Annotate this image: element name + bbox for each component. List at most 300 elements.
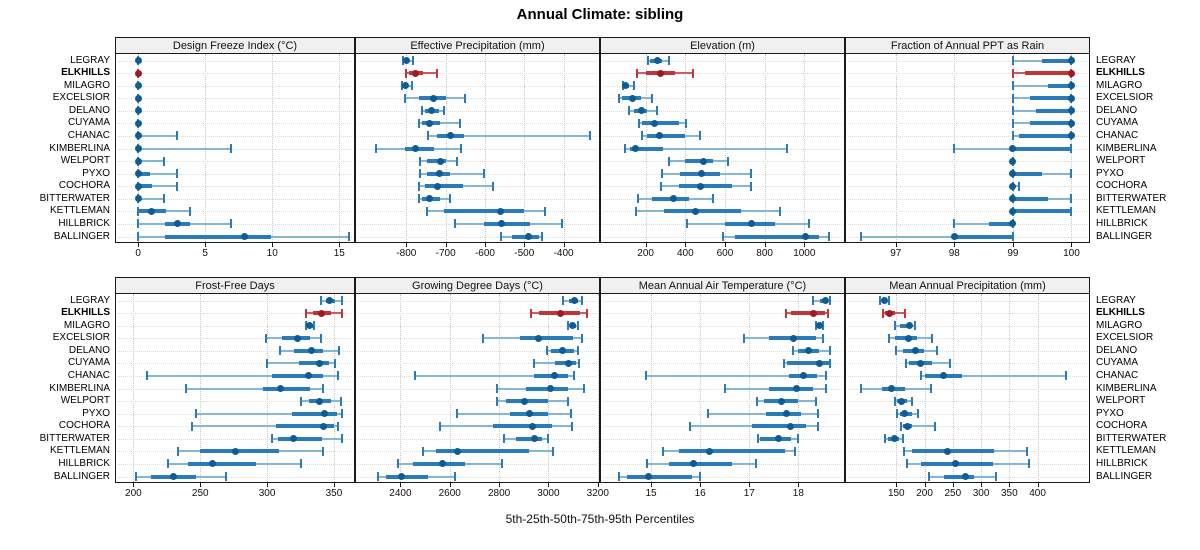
- whisker-cap-low: [397, 459, 399, 468]
- panel-plot-mean-annual-air-temperature-c: [600, 294, 845, 483]
- median-dot-excelsior: [430, 95, 437, 102]
- median-dot-elkhills: [1068, 70, 1075, 77]
- whisker-cap-high: [460, 144, 462, 153]
- whisker-cap-low: [646, 459, 648, 468]
- whisker-cap-low: [884, 434, 886, 443]
- whisker-cap-high: [571, 422, 573, 431]
- whisker-cap-high: [225, 472, 227, 481]
- tick-label: 400: [1029, 488, 1046, 499]
- tick-mark: [1009, 483, 1010, 487]
- median-dot-bitterwater: [891, 435, 898, 442]
- median-dot-milagro: [906, 322, 913, 329]
- whisker-cap-high: [577, 321, 579, 330]
- whisker-cap-high: [570, 409, 572, 418]
- iqr-bar: [1013, 197, 1048, 201]
- row-guide: [358, 111, 597, 112]
- row-label-right-bitterwater: BITTERWATER: [1096, 432, 1167, 444]
- median-dot-pyxo: [901, 410, 908, 417]
- whisker-cap-low: [618, 472, 620, 481]
- whisker-cap-low: [454, 219, 456, 228]
- panel-header-design-freeze-index-c: Design Freeze Index (°C): [115, 37, 355, 54]
- whisker-cap-low: [422, 447, 424, 456]
- whisker-cap-low: [645, 371, 647, 380]
- tick-mark: [272, 243, 273, 247]
- whisker-cap-low: [860, 232, 862, 241]
- tick-label: 97: [890, 248, 902, 259]
- tick-label: 1000: [793, 248, 816, 259]
- tick-mark: [334, 483, 335, 487]
- whisker-cap-high: [341, 296, 343, 305]
- tick-mark: [798, 483, 799, 487]
- iqr-bar: [1019, 134, 1072, 138]
- whisker-cap-low: [903, 447, 905, 456]
- tick-label: 150: [887, 488, 905, 499]
- row-label-left-hillbrick: HILLBRICK: [58, 457, 110, 469]
- whisker-cap-low: [637, 194, 639, 203]
- whisker-cap-low: [503, 434, 505, 443]
- median-dot-cuyama: [565, 360, 572, 367]
- iqr-bar: [1030, 121, 1071, 125]
- row-label-right-ballinger: BALLINGER: [1096, 470, 1153, 482]
- median-dot-hillbrick: [952, 460, 959, 467]
- tick-label: 300: [258, 488, 276, 499]
- tick-label: 250: [191, 488, 209, 499]
- row-label-right-kettleman: KETTLEMAN: [1096, 445, 1157, 457]
- median-dot-chanac: [940, 372, 947, 379]
- whisker-cap-high: [320, 334, 322, 343]
- median-dot-excelsior: [535, 335, 542, 342]
- whisker-cap-high: [176, 169, 178, 178]
- whisker-cap-low: [638, 119, 640, 128]
- row-guide: [358, 301, 597, 302]
- row-guide: [603, 326, 842, 327]
- median-dot-milagro: [1068, 82, 1075, 89]
- whisker-cap-high: [322, 384, 324, 393]
- median-dot-elkhills: [412, 70, 419, 77]
- tick-label: 0: [135, 248, 141, 259]
- whisker-cap-high: [786, 144, 788, 153]
- iqr-bar: [188, 462, 256, 466]
- row-guide: [603, 301, 842, 302]
- median-dot-kettleman: [454, 448, 461, 455]
- tick-mark: [200, 483, 201, 487]
- row-label-left-welport: WELPORT: [60, 155, 110, 167]
- row-guide: [358, 98, 597, 99]
- iqr-bar: [944, 475, 975, 479]
- whisker-cap-low: [660, 182, 662, 191]
- median-dot-legray: [1068, 57, 1075, 64]
- median-dot-bitterwater: [135, 195, 142, 202]
- median-dot-cuyama: [651, 120, 658, 127]
- panel-plot-growing-degree-days-c: [355, 294, 600, 483]
- row-label-right-cochora: COCHORA: [1096, 180, 1148, 192]
- iqr-bar: [1013, 172, 1042, 176]
- median-dot-delano: [805, 347, 812, 354]
- median-dot-elkhills: [657, 70, 664, 77]
- tick-mark: [700, 483, 701, 487]
- iqr-bar: [436, 449, 529, 453]
- tick-mark: [548, 483, 549, 487]
- median-dot-ballinger: [802, 233, 809, 240]
- tick-mark: [725, 243, 726, 247]
- median-dot-hillbrick: [439, 460, 446, 467]
- whisker-line: [138, 135, 177, 137]
- whisker-cap-high: [779, 207, 781, 216]
- median-dot-kettleman: [232, 448, 239, 455]
- whisker-cap-high: [464, 94, 466, 103]
- whisker-cap-high: [1065, 371, 1067, 380]
- median-dot-legray: [403, 57, 410, 64]
- whisker-cap-high: [1070, 194, 1072, 203]
- median-dot-delano: [428, 107, 435, 114]
- median-dot-excelsior: [135, 95, 142, 102]
- whisker-cap-high: [459, 119, 461, 128]
- whisker-cap-low: [636, 69, 638, 78]
- median-dot-hillbrick: [174, 220, 181, 227]
- median-dot-kettleman: [944, 448, 951, 455]
- whisker-cap-high: [577, 346, 579, 355]
- tick-mark: [406, 243, 407, 247]
- median-dot-cochora: [697, 183, 704, 190]
- whisker-cap-low: [707, 409, 709, 418]
- whisker-cap-low: [686, 219, 688, 228]
- whisker-line: [708, 413, 818, 415]
- median-dot-cochora: [904, 423, 911, 430]
- whisker-cap-low: [920, 371, 922, 380]
- whisker-cap-high: [322, 447, 324, 456]
- whisker-cap-low: [689, 422, 691, 431]
- whisker-cap-high: [829, 346, 831, 355]
- row-label-left-cuyama: CUYAMA: [67, 117, 110, 129]
- whisker-cap-low: [500, 232, 502, 241]
- whisker-cap-high: [586, 309, 588, 318]
- row-guide: [118, 86, 352, 87]
- iqr-bar: [299, 361, 328, 365]
- whisker-cap-low: [1012, 106, 1014, 115]
- tick-mark: [896, 483, 897, 487]
- median-dot-legray: [326, 297, 333, 304]
- whisker-cap-high: [454, 472, 456, 481]
- whisker-cap-low: [724, 384, 726, 393]
- median-dot-kettleman: [706, 448, 713, 455]
- iqr-bar: [1013, 147, 1072, 151]
- whisker-cap-high: [578, 359, 580, 368]
- iqr-bar: [1025, 71, 1072, 75]
- median-dot-pyxo: [698, 170, 705, 177]
- row-guide: [118, 301, 352, 302]
- whisker-cap-low: [757, 434, 759, 443]
- median-dot-elkhills: [318, 310, 325, 317]
- tick-mark: [804, 243, 805, 247]
- median-dot-pyxo: [135, 170, 142, 177]
- row-label-right-cuyama: CUYAMA: [1096, 357, 1139, 369]
- whisker-cap-low: [266, 359, 268, 368]
- whisker-cap-high: [176, 182, 178, 191]
- row-guide: [358, 123, 597, 124]
- row-label-right-pyxo: PYXO: [1096, 167, 1124, 179]
- median-dot-kimberlina: [412, 145, 419, 152]
- whisker-cap-low: [783, 359, 785, 368]
- whisker-cap-low: [894, 397, 896, 406]
- whisker-cap-high: [337, 371, 339, 380]
- iqr-bar: [272, 374, 323, 378]
- whisker-cap-high: [337, 422, 339, 431]
- tick-label: -400: [553, 248, 574, 259]
- median-dot-elkhills: [810, 310, 817, 317]
- whisker-cap-low: [641, 131, 643, 140]
- row-label-left-kettleman: KETTLEMAN: [49, 205, 110, 217]
- median-dot-milagro: [622, 82, 629, 89]
- row-label-left-pyxo: PYXO: [82, 407, 110, 419]
- tick-label: -800: [396, 248, 417, 259]
- median-dot-welport: [700, 158, 707, 165]
- median-dot-delano: [135, 107, 142, 114]
- whisker-cap-low: [419, 169, 421, 178]
- whisker-cap-low: [888, 334, 890, 343]
- tick-label: 5: [202, 248, 208, 259]
- whisker-cap-low: [1012, 69, 1014, 78]
- whisker-cap-high: [348, 232, 350, 241]
- whisker-cap-high: [633, 81, 635, 90]
- whisker-cap-high: [808, 219, 810, 228]
- median-dot-hillbrick: [748, 220, 755, 227]
- whisker-cap-high: [755, 459, 757, 468]
- tick-label: 200: [125, 488, 142, 499]
- tick-mark: [651, 483, 652, 487]
- tick-mark: [524, 243, 525, 247]
- whisker-line: [138, 198, 163, 200]
- median-dot-ballinger: [398, 473, 405, 480]
- whisker-cap-high: [930, 384, 932, 393]
- row-guide: [358, 326, 597, 327]
- median-dot-bitterwater: [426, 195, 433, 202]
- tick-mark: [981, 483, 982, 487]
- whisker-cap-high: [829, 296, 831, 305]
- whisker-cap-high: [699, 472, 701, 481]
- tick-label: 300: [972, 488, 990, 499]
- median-dot-ballinger: [962, 473, 969, 480]
- whisker-cap-high: [561, 219, 563, 228]
- whisker-cap-high: [727, 157, 729, 166]
- tick-label: 3200: [586, 488, 609, 499]
- whisker-cap-high: [825, 384, 827, 393]
- row-guide: [848, 426, 1087, 427]
- tick-mark: [598, 483, 599, 487]
- median-dot-delano: [912, 347, 919, 354]
- whisker-cap-high: [692, 69, 694, 78]
- tick-mark: [564, 243, 565, 247]
- iqr-bar: [769, 387, 813, 391]
- whisker-cap-low: [191, 422, 193, 431]
- tick-mark: [953, 483, 954, 487]
- median-dot-chanac: [447, 132, 454, 139]
- row-guide: [848, 338, 1087, 339]
- iqr-bar: [1013, 209, 1072, 213]
- row-guide: [603, 136, 842, 137]
- median-dot-cuyama: [135, 120, 142, 127]
- whisker-cap-high: [699, 131, 701, 140]
- tick-mark: [450, 483, 451, 487]
- whisker-cap-high: [581, 296, 583, 305]
- median-dot-milagro: [402, 82, 409, 89]
- row-label-left-kettleman: KETTLEMAN: [49, 445, 110, 457]
- median-dot-excelsior: [1068, 95, 1075, 102]
- whisker-cap-high: [1028, 459, 1030, 468]
- median-dot-legray: [822, 297, 829, 304]
- whisker-cap-high: [827, 309, 829, 318]
- whisker-cap-low: [662, 447, 664, 456]
- whisker-cap-high: [911, 397, 913, 406]
- whisker-cap-high: [547, 434, 549, 443]
- row-guide: [848, 326, 1087, 327]
- tick-mark: [685, 243, 686, 247]
- median-dot-cochora: [320, 423, 327, 430]
- iqr-bar: [1030, 96, 1071, 100]
- whisker-cap-low: [135, 472, 137, 481]
- median-dot-milagro: [569, 322, 576, 329]
- whisker-cap-high: [581, 334, 583, 343]
- whisker-cap-high: [230, 219, 232, 228]
- tick-mark: [765, 243, 766, 247]
- whisker-cap-low: [882, 309, 884, 318]
- whisker-cap-low: [533, 359, 535, 368]
- row-guide: [358, 161, 597, 162]
- panel-plot-frost-free-days: [115, 294, 355, 483]
- row-guide: [603, 439, 842, 440]
- row-guide: [603, 61, 842, 62]
- whisker-cap-high: [685, 119, 687, 128]
- whisker-cap-high: [1018, 182, 1020, 191]
- median-dot-legray: [135, 57, 142, 64]
- median-dot-pyxo: [436, 170, 443, 177]
- whisker-cap-low: [1012, 94, 1014, 103]
- tick-mark: [133, 483, 134, 487]
- tick-mark: [205, 243, 206, 247]
- whisker-cap-low: [279, 346, 281, 355]
- whisker-cap-high: [936, 346, 938, 355]
- whisker-cap-high: [1026, 447, 1028, 456]
- whisker-cap-low: [439, 422, 441, 431]
- median-dot-delano: [1068, 107, 1075, 114]
- median-dot-legray: [654, 57, 661, 64]
- iqr-bar: [669, 462, 732, 466]
- whisker-cap-high: [1070, 169, 1072, 178]
- tick-mark: [1013, 243, 1014, 247]
- whisker-cap-high: [412, 56, 414, 65]
- row-label-left-elkhills: ELKHILLS: [61, 307, 110, 319]
- tick-mark: [485, 243, 486, 247]
- whisker-cap-low: [404, 94, 406, 103]
- whisker-cap-high: [934, 422, 936, 431]
- tick-label: 100: [1063, 248, 1080, 259]
- whisker-cap-low: [421, 106, 423, 115]
- median-dot-hillbrick: [209, 460, 216, 467]
- row-label-left-delano: DELANO: [68, 104, 110, 116]
- whisker-cap-high: [163, 194, 165, 203]
- whisker-cap-high: [668, 56, 670, 65]
- iqr-bar: [405, 147, 434, 151]
- panel-header-effective-precipitation-mm: Effective Precipitation (mm): [355, 37, 600, 54]
- median-dot-cuyama: [816, 360, 823, 367]
- whisker-cap-high: [794, 447, 796, 456]
- row-label-right-kimberlina: KIMBERLINA: [1096, 142, 1157, 154]
- whisker-cap-low: [785, 309, 787, 318]
- median-dot-kimberlina: [793, 385, 800, 392]
- row-label-left-chanac: CHANAC: [67, 369, 110, 381]
- tick-label: -700: [435, 248, 456, 259]
- whisker-cap-low: [635, 207, 637, 216]
- median-dot-chanac: [656, 132, 663, 139]
- whisker-cap-high: [541, 232, 543, 241]
- whisker-cap-high: [712, 194, 714, 203]
- tick-label: 2600: [438, 488, 461, 499]
- panel-header-growing-degree-days-c: Growing Degree Days (°C): [355, 277, 600, 294]
- whisker-cap-low: [1012, 81, 1014, 90]
- row-guide: [118, 123, 352, 124]
- whisker-cap-high: [825, 371, 827, 380]
- tick-label: 400: [676, 248, 694, 259]
- tick-label: 2400: [389, 488, 412, 499]
- whisker-cap-high: [914, 321, 916, 330]
- iqr-bar: [386, 475, 428, 479]
- row-label-right-cochora: COCHORA: [1096, 420, 1148, 432]
- iqr-bar: [484, 222, 530, 226]
- row-label-right-hillbrick: HILLBRICK: [1096, 457, 1148, 469]
- median-dot-excelsior: [790, 335, 797, 342]
- tick-label: -600: [474, 248, 495, 259]
- whisker-cap-high: [589, 131, 591, 140]
- median-dot-kettleman: [148, 208, 155, 215]
- whisker-cap-high: [492, 182, 494, 191]
- median-dot-ballinger: [170, 473, 177, 480]
- row-label-right-delano: DELANO: [1096, 104, 1138, 116]
- whisker-cap-low: [562, 296, 564, 305]
- row-label-right-welport: WELPORT: [1096, 155, 1146, 167]
- whisker-cap-high: [822, 334, 824, 343]
- whisker-cap-low: [418, 119, 420, 128]
- tick-label: 10: [266, 248, 278, 259]
- whisker-cap-low: [896, 409, 898, 418]
- median-dot-ballinger: [951, 233, 958, 240]
- whisker-cap-low: [722, 232, 724, 241]
- row-label-left-chanac: CHANAC: [67, 129, 110, 141]
- iqr-bar: [444, 209, 523, 213]
- median-dot-excelsior: [629, 95, 636, 102]
- row-label-right-milagro: MILAGRO: [1096, 79, 1143, 91]
- median-dot-cochora: [434, 183, 441, 190]
- row-label-left-bitterwater: BITTERWATER: [39, 432, 110, 444]
- whisker-cap-high: [917, 409, 919, 418]
- median-dot-bitterwater: [531, 435, 538, 442]
- whisker-cap-high: [888, 296, 890, 305]
- row-label-left-ballinger: BALLINGER: [53, 470, 110, 482]
- whisker-cap-low: [624, 144, 626, 153]
- whisker-cap-low: [167, 459, 169, 468]
- row-label-left-legray: LEGRAY: [70, 294, 110, 306]
- median-dot-kimberlina: [547, 385, 554, 392]
- whisker-cap-low: [426, 207, 428, 216]
- row-label-left-ballinger: BALLINGER: [53, 230, 110, 242]
- whisker-cap-high: [817, 409, 819, 418]
- median-dot-cochora: [135, 183, 142, 190]
- whisker-cap-high: [750, 182, 752, 191]
- whisker-cap-low: [661, 169, 663, 178]
- row-guide: [358, 199, 597, 200]
- median-dot-delano: [638, 107, 645, 114]
- whisker-cap-low: [300, 397, 302, 406]
- tick-label: -500: [514, 248, 535, 259]
- whisker-cap-low: [305, 309, 307, 318]
